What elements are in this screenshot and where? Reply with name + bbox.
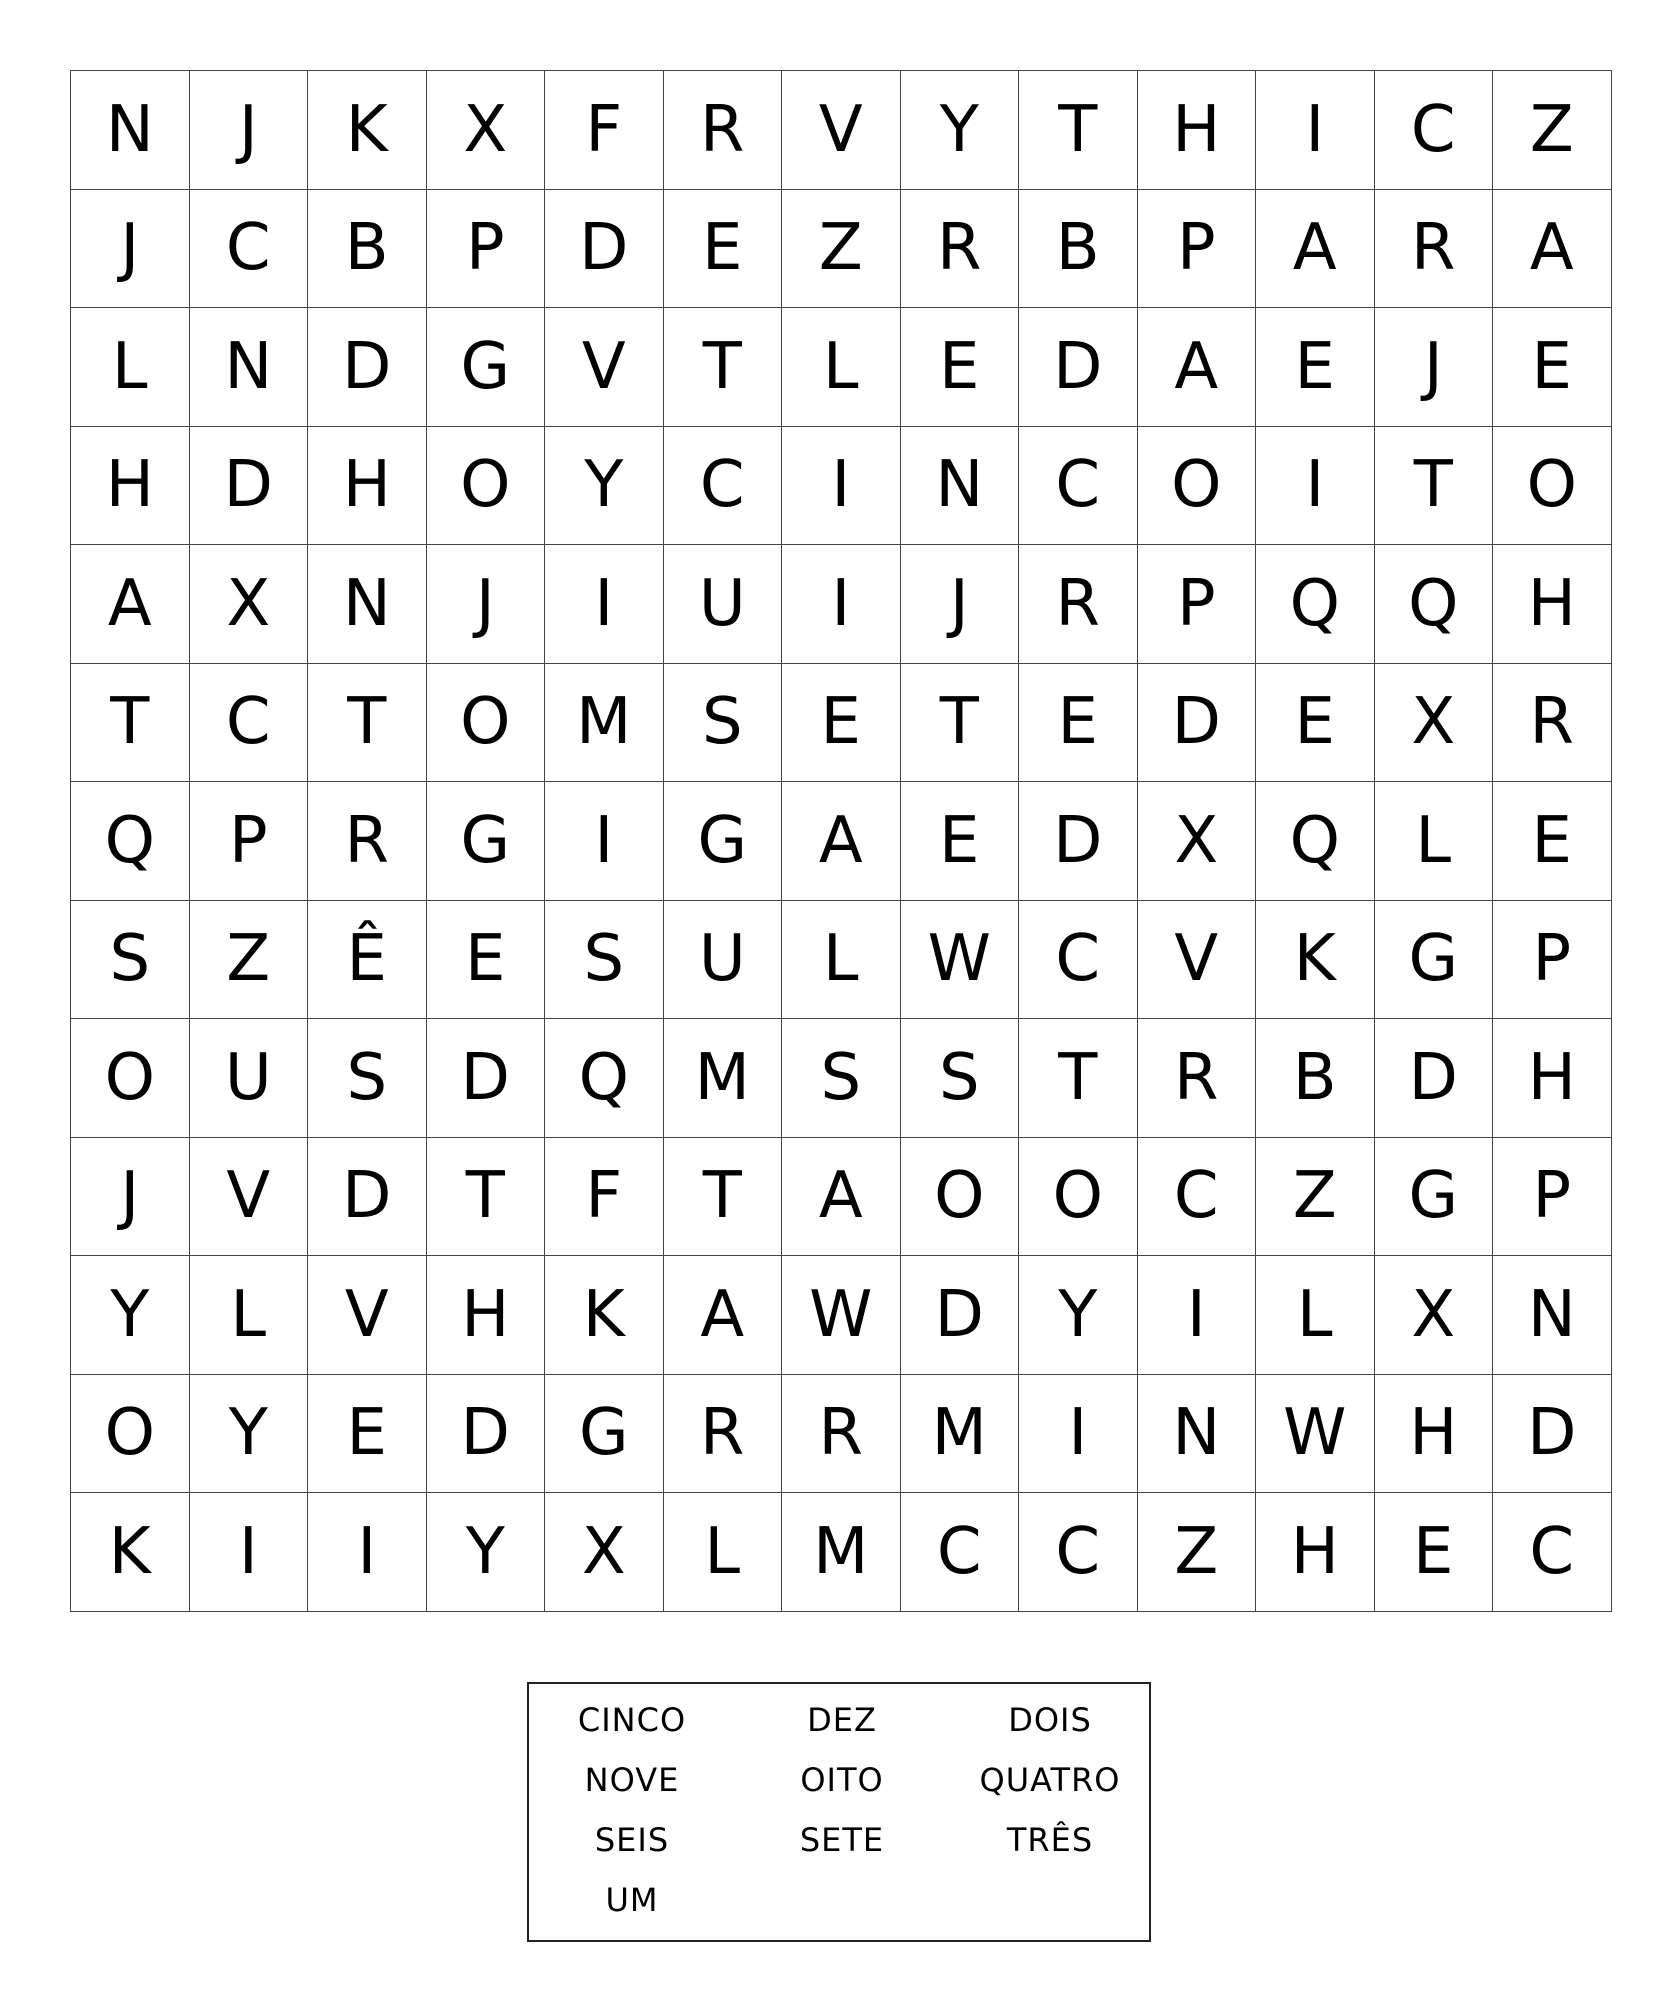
grid-cell[interactable]: O <box>71 1019 190 1138</box>
grid-cell[interactable]: A <box>1138 308 1257 427</box>
word-bank-item: DOIS <box>1008 1701 1092 1739</box>
grid-cell[interactable]: H <box>427 1256 546 1375</box>
grid-cell[interactable]: X <box>427 71 546 190</box>
grid-cell[interactable]: M <box>545 664 664 783</box>
grid-cell[interactable]: C <box>1138 1138 1257 1257</box>
grid-cell[interactable]: Q <box>545 1019 664 1138</box>
grid-cell[interactable]: B <box>308 190 427 309</box>
grid-cell[interactable]: K <box>545 1256 664 1375</box>
grid-cell[interactable]: E <box>1256 308 1375 427</box>
grid-cell[interactable]: D <box>1019 308 1138 427</box>
grid-cell[interactable]: S <box>782 1019 901 1138</box>
grid-cell[interactable]: D <box>427 1019 546 1138</box>
grid-cell[interactable]: T <box>308 664 427 783</box>
grid-cell[interactable]: M <box>782 1493 901 1612</box>
grid-cell[interactable]: J <box>71 190 190 309</box>
grid-cell[interactable]: W <box>1256 1375 1375 1494</box>
grid-cell[interactable]: Q <box>1256 782 1375 901</box>
grid-cell[interactable]: W <box>782 1256 901 1375</box>
grid-cell[interactable]: N <box>1138 1375 1257 1494</box>
word-search-grid <box>70 70 1612 1612</box>
word-bank-item: TRÊS <box>1006 1821 1094 1859</box>
grid-cell[interactable]: E <box>427 901 546 1020</box>
word-bank-item: OITO <box>800 1761 884 1799</box>
grid-cell[interactable]: D <box>1138 664 1257 783</box>
grid-cell[interactable]: R <box>1138 1019 1257 1138</box>
grid-cell[interactable]: M <box>664 1019 783 1138</box>
grid-cell[interactable]: U <box>664 545 783 664</box>
grid-cell[interactable]: Z <box>1256 1138 1375 1257</box>
grid-cell[interactable]: L <box>1375 782 1494 901</box>
grid-cell[interactable]: G <box>664 782 783 901</box>
grid-cell[interactable]: Q <box>1375 545 1494 664</box>
grid-cell[interactable]: O <box>1493 427 1612 546</box>
grid-cell[interactable]: C <box>1375 71 1494 190</box>
grid-cell[interactable]: V <box>190 1138 309 1257</box>
grid-cell[interactable]: H <box>308 427 427 546</box>
grid-cell[interactable]: I <box>782 545 901 664</box>
word-bank-item: SETE <box>799 1821 885 1859</box>
grid-cell[interactable]: U <box>190 1019 309 1138</box>
grid-cell[interactable]: C <box>1019 1493 1138 1612</box>
grid-cell[interactable]: V <box>782 71 901 190</box>
grid-cell[interactable]: Z <box>782 190 901 309</box>
grid-cell[interactable]: I <box>308 1493 427 1612</box>
grid-cell[interactable]: D <box>1375 1019 1494 1138</box>
grid-cell[interactable]: T <box>71 664 190 783</box>
grid-cell[interactable]: P <box>1493 1138 1612 1257</box>
grid-cell[interactable]: T <box>427 1138 546 1257</box>
grid-cell[interactable]: O <box>427 664 546 783</box>
word-bank-item: SEIS <box>594 1821 670 1859</box>
grid-cell[interactable]: E <box>1493 782 1612 901</box>
grid-cell[interactable]: O <box>71 1375 190 1494</box>
grid-cell[interactable]: A <box>782 782 901 901</box>
grid-cell[interactable]: E <box>1019 664 1138 783</box>
grid-cell[interactable]: Y <box>71 1256 190 1375</box>
grid-cell[interactable]: R <box>308 782 427 901</box>
word-bank-item: UM <box>605 1881 659 1919</box>
grid-cell[interactable]: T <box>1375 427 1494 546</box>
grid-cell[interactable]: T <box>1019 71 1138 190</box>
word-bank-item: DEZ <box>807 1701 877 1739</box>
grid-cell[interactable]: H <box>71 427 190 546</box>
grid-cell[interactable]: O <box>1019 1138 1138 1257</box>
grid-cell[interactable]: C <box>1019 901 1138 1020</box>
grid-cell[interactable]: X <box>1375 1256 1494 1375</box>
grid-cell[interactable]: Q <box>1256 545 1375 664</box>
grid-cell[interactable]: N <box>190 308 309 427</box>
grid-cell[interactable]: S <box>545 901 664 1020</box>
grid-cell[interactable]: I <box>1256 71 1375 190</box>
grid-cell[interactable]: R <box>1019 545 1138 664</box>
grid-cell[interactable]: J <box>71 1138 190 1257</box>
grid-cell[interactable]: H <box>1138 71 1257 190</box>
grid-cell[interactable]: B <box>1256 1019 1375 1138</box>
grid-cell[interactable]: G <box>545 1375 664 1494</box>
grid-cell[interactable]: Y <box>1019 1256 1138 1375</box>
grid-cell[interactable]: Q <box>71 782 190 901</box>
grid-cell[interactable]: A <box>664 1256 783 1375</box>
grid-cell[interactable]: M <box>901 1375 1020 1494</box>
grid-cell[interactable]: P <box>1138 190 1257 309</box>
grid-cell[interactable]: I <box>1256 427 1375 546</box>
grid-cell[interactable]: D <box>545 190 664 309</box>
grid-cell[interactable]: R <box>664 71 783 190</box>
grid-cell[interactable]: X <box>1375 664 1494 783</box>
grid-cell[interactable]: S <box>308 1019 427 1138</box>
grid-cell[interactable]: D <box>1493 1375 1612 1494</box>
grid-cell[interactable]: V <box>308 1256 427 1375</box>
grid-cell[interactable]: D <box>190 427 309 546</box>
grid-cell[interactable]: A <box>782 1138 901 1257</box>
grid-cell[interactable]: N <box>71 71 190 190</box>
grid-cell[interactable]: R <box>901 190 1020 309</box>
grid-cell[interactable]: J <box>190 71 309 190</box>
word-bank-item: QUATRO <box>979 1761 1121 1799</box>
grid-cell[interactable]: G <box>1375 1138 1494 1257</box>
grid-cell[interactable]: I <box>545 545 664 664</box>
grid-cell[interactable]: X <box>545 1493 664 1612</box>
grid-cell[interactable]: U <box>664 901 783 1020</box>
grid-cell[interactable]: G <box>427 308 546 427</box>
grid-cell[interactable]: I <box>190 1493 309 1612</box>
grid-cell[interactable]: F <box>545 71 664 190</box>
grid-cell[interactable]: Y <box>901 71 1020 190</box>
grid-cell[interactable]: X <box>190 545 309 664</box>
grid-cell[interactable]: T <box>1019 1019 1138 1138</box>
grid-cell[interactable]: B <box>1019 190 1138 309</box>
grid-cell[interactable]: P <box>427 190 546 309</box>
grid-cell[interactable]: Y <box>427 1493 546 1612</box>
word-bank <box>527 1682 1151 1942</box>
grid-cell[interactable]: C <box>190 664 309 783</box>
grid-cell[interactable]: V <box>1138 901 1257 1020</box>
grid-cell[interactable]: J <box>427 545 546 664</box>
grid-cell[interactable]: L <box>190 1256 309 1375</box>
grid-cell[interactable]: O <box>427 427 546 546</box>
grid-cell[interactable]: O <box>1138 427 1257 546</box>
grid-cell[interactable]: J <box>901 545 1020 664</box>
grid-cell[interactable]: E <box>782 664 901 783</box>
grid-cell[interactable]: D <box>901 1256 1020 1375</box>
grid-cell[interactable]: A <box>1256 190 1375 309</box>
grid-cell[interactable]: E <box>664 190 783 309</box>
grid-cell[interactable]: C <box>664 427 783 546</box>
grid-cell[interactable]: O <box>901 1138 1020 1257</box>
grid-cell[interactable]: I <box>1138 1256 1257 1375</box>
grid-cell[interactable]: Ê <box>308 901 427 1020</box>
grid-cell[interactable]: P <box>1138 545 1257 664</box>
grid-cell[interactable]: X <box>1138 782 1257 901</box>
grid-cell[interactable]: I <box>1019 1375 1138 1494</box>
grid-cell[interactable]: P <box>190 782 309 901</box>
grid-cell[interactable]: P <box>1493 901 1612 1020</box>
grid-cell[interactable]: N <box>1493 1256 1612 1375</box>
grid-cell[interactable]: E <box>1375 1493 1494 1612</box>
grid-cell[interactable]: D <box>308 1138 427 1257</box>
grid-cell[interactable]: G <box>427 782 546 901</box>
grid-cell[interactable]: Z <box>1138 1493 1257 1612</box>
grid-cell[interactable]: F <box>545 1138 664 1257</box>
grid-cell[interactable]: K <box>1256 901 1375 1020</box>
grid-cell[interactable]: A <box>71 545 190 664</box>
grid-cell[interactable]: Y <box>190 1375 309 1494</box>
grid-cell[interactable]: R <box>664 1375 783 1494</box>
grid-cell[interactable]: L <box>782 308 901 427</box>
grid-cell[interactable]: L <box>782 901 901 1020</box>
grid-cell[interactable]: N <box>308 545 427 664</box>
grid-cell[interactable]: C <box>901 1493 1020 1612</box>
grid-cell[interactable]: C <box>190 190 309 309</box>
grid-cell[interactable]: E <box>1493 308 1612 427</box>
grid-cell[interactable]: Z <box>190 901 309 1020</box>
grid-cell[interactable]: H <box>1256 1493 1375 1612</box>
grid-cell[interactable]: E <box>901 308 1020 427</box>
grid-cell[interactable]: E <box>308 1375 427 1494</box>
grid-cell[interactable]: R <box>1493 664 1612 783</box>
word-bank-item: NOVE <box>584 1761 680 1799</box>
grid-cell[interactable]: D <box>308 308 427 427</box>
grid-cell[interactable]: L <box>664 1493 783 1612</box>
grid-cell[interactable]: I <box>782 427 901 546</box>
grid-cell[interactable]: W <box>901 901 1020 1020</box>
grid-cell[interactable]: V <box>545 308 664 427</box>
grid-cell[interactable]: K <box>308 71 427 190</box>
grid-cell[interactable]: T <box>664 1138 783 1257</box>
grid-cell[interactable]: C <box>1493 1493 1612 1612</box>
grid-cell[interactable]: Y <box>545 427 664 546</box>
grid-cell[interactable]: S <box>901 1019 1020 1138</box>
grid-cell[interactable]: R <box>1375 190 1494 309</box>
grid-cell[interactable]: E <box>1256 664 1375 783</box>
grid-cell[interactable]: D <box>427 1375 546 1494</box>
grid-cell[interactable]: A <box>1493 190 1612 309</box>
grid-cell[interactable]: T <box>664 308 783 427</box>
grid-cell[interactable]: J <box>1375 308 1494 427</box>
grid-cell[interactable]: E <box>901 782 1020 901</box>
grid-cell[interactable]: S <box>664 664 783 783</box>
grid-cell[interactable]: R <box>782 1375 901 1494</box>
grid-cell[interactable]: S <box>71 901 190 1020</box>
grid-cell[interactable]: N <box>901 427 1020 546</box>
grid-cell[interactable]: G <box>1375 901 1494 1020</box>
grid-cell[interactable]: C <box>1019 427 1138 546</box>
grid-cell[interactable]: K <box>71 1493 190 1612</box>
word-bank-item: CINCO <box>577 1701 687 1739</box>
grid-cell[interactable]: Z <box>1493 71 1612 190</box>
grid-cell[interactable]: T <box>901 664 1020 783</box>
grid-cell[interactable]: I <box>545 782 664 901</box>
grid-cell[interactable]: L <box>71 308 190 427</box>
grid-cell[interactable]: H <box>1375 1375 1494 1494</box>
grid-cell[interactable]: L <box>1256 1256 1375 1375</box>
grid-cell[interactable]: D <box>1019 782 1138 901</box>
grid-cell[interactable]: H <box>1493 545 1612 664</box>
grid-cell[interactable]: H <box>1493 1019 1612 1138</box>
